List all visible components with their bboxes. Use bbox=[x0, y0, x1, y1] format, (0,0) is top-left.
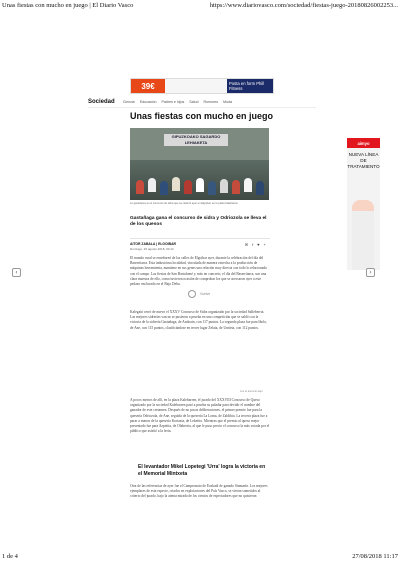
nav-link-padres-hijos[interactable]: Padres e hijos bbox=[161, 100, 185, 104]
byline bbox=[130, 238, 270, 251]
next-arrow-icon[interactable]: › bbox=[366, 268, 375, 277]
nav-link-moda[interactable]: Moda bbox=[223, 100, 233, 104]
side-ad-figure bbox=[352, 200, 374, 270]
print-datetime: 27/08/2018 11:17 bbox=[352, 553, 398, 560]
article-headline: Unas fiestas con mucho en juego bbox=[130, 111, 274, 121]
loading-icon bbox=[188, 290, 196, 298]
more-icon[interactable]: + bbox=[263, 242, 266, 247]
photo-crowd bbox=[130, 160, 269, 200]
facebook-icon[interactable]: f bbox=[252, 242, 254, 247]
nav-link-ciencia[interactable]: Ciencia bbox=[122, 100, 135, 104]
print-page-count: 1 de 4 bbox=[2, 553, 18, 560]
nav-link-salud[interactable]: Salud bbox=[189, 100, 199, 104]
email-icon[interactable]: ✉ bbox=[244, 242, 249, 247]
ad-image bbox=[165, 79, 227, 93]
print-header bbox=[2, 2, 398, 12]
ad-text: Posta en form Phill Fitness bbox=[227, 79, 273, 93]
print-url: https://www.diariovasco.com/sociedad/fiestas-juego-20180826002253... bbox=[209, 2, 398, 9]
print-page-title: Unas fiestas con mucho en juego | El Diario Vasco bbox=[2, 2, 134, 9]
top-ad-banner[interactable] bbox=[130, 78, 274, 94]
side-ad[interactable] bbox=[347, 138, 380, 270]
paragraph-4: Otra de las referencias de ayer fue el Campeonato de Euskadi de ganado Sinmarín. Los mejores ejemplares de esta especie, criados en explotaciones del País Vasco, se vieron sometidos al criterio del jurado, bajo la atenta mirada de los cientos de espectadores que no quisieron bbox=[130, 484, 268, 499]
nav-link-educacion[interactable]: Educación bbox=[139, 100, 157, 104]
side-ad-text: NUEVA LÍNEA DE TRATAMIENTO bbox=[347, 152, 380, 169]
ad-credit[interactable]: Los tu anuncio aquí bbox=[240, 390, 263, 393]
photo-caption: Lo ganadores en el concurso de sidra que se celebró ayer en Elgoibar, en la plaza Kalebarren. bbox=[130, 202, 239, 205]
author[interactable]: AITOR ZABALA | ELGOIBAR bbox=[130, 242, 176, 246]
loading-text: Vuelve bbox=[200, 292, 211, 296]
section-title[interactable]: Sociedad bbox=[88, 99, 115, 105]
share-bar bbox=[245, 242, 266, 247]
paragraph-1: El mundo rural se enseñoreó de las calles de Elgoibar ayer, durante la celebración del día del Baserritarra. Esta industriosa localidad, vinculada de manera estrecha a la producción de máquinas herramienta, mantiene en sus genes una relación muy directa con todo lo relacionado con el campo. Las fiestas de San Bartolomé y, más en concreto, el día del Baserritarra, son una clara muestra de ello, como tuvieron ocasión de comprobar los que se acercaron ayer a este pedazo enclavado en el Bajo Deba. bbox=[130, 256, 267, 287]
article-photo[interactable] bbox=[130, 128, 269, 200]
paragraph-2: Kalegain cerró de nuevo el XXXV Concurso de Sidra organizado por la sociedad Salleberria. Las mejores sidrerías vascas se pusieron a prueba en una competición que se saldó con la victoria de la sidrería Gastañaga, de Andoain, con 117 puntos. La segunda plaza fue para Iñola, de Ane, con 115 puntos, clasificándose en tercer lugar Zelaia, de Urnieta, con 112 puntos. bbox=[130, 310, 267, 330]
ad-price: 39€ bbox=[131, 79, 165, 93]
print-footer bbox=[2, 553, 398, 563]
photo-sign: GIPUZKOAKO SAGARDO LEHIAKETA bbox=[164, 134, 228, 146]
paragraph-3: A pocos metros de allí, en la plaza Kalebarren, el jurado del XXXVIII Concurso de Queso organizado por la sociedad Kalebarren pasó a prueba su paladar para decidir el nombre del ganador de este certamen. Después de no pocas deliberaciones, el primer premio fue para la quesería Odriozola, de Ane, seguida de la quesería La Loma, de Zaldibia. La tercera plaza fue a parar a manos de la quesería Kortazia, de Lekeitio. Mientras que el premio al queso mejor presentado fue para Azpeitia, de Olaberria, al que le puso precio el concurso la más votada por el público que asistió a la feria. bbox=[130, 398, 270, 434]
side-ad-logo: aimyo bbox=[347, 138, 380, 148]
section-nav bbox=[88, 97, 316, 108]
article-summary: Gastañaga gana el concurso de sidra y Odriozola se lleva el de los quesos bbox=[130, 216, 267, 228]
twitter-icon[interactable]: ♥ bbox=[257, 242, 260, 247]
publish-date: Domingo, 26 agosto 2018, 00:14 bbox=[130, 247, 174, 251]
prev-arrow-icon[interactable]: ‹ bbox=[12, 268, 21, 277]
nav-link-rumores[interactable]: Rumores bbox=[203, 100, 219, 104]
article-subhead[interactable]: El levantador Mikel Lopetegi 'Urra' logra la victoria en el Memorial Mintxeta bbox=[138, 464, 266, 477]
